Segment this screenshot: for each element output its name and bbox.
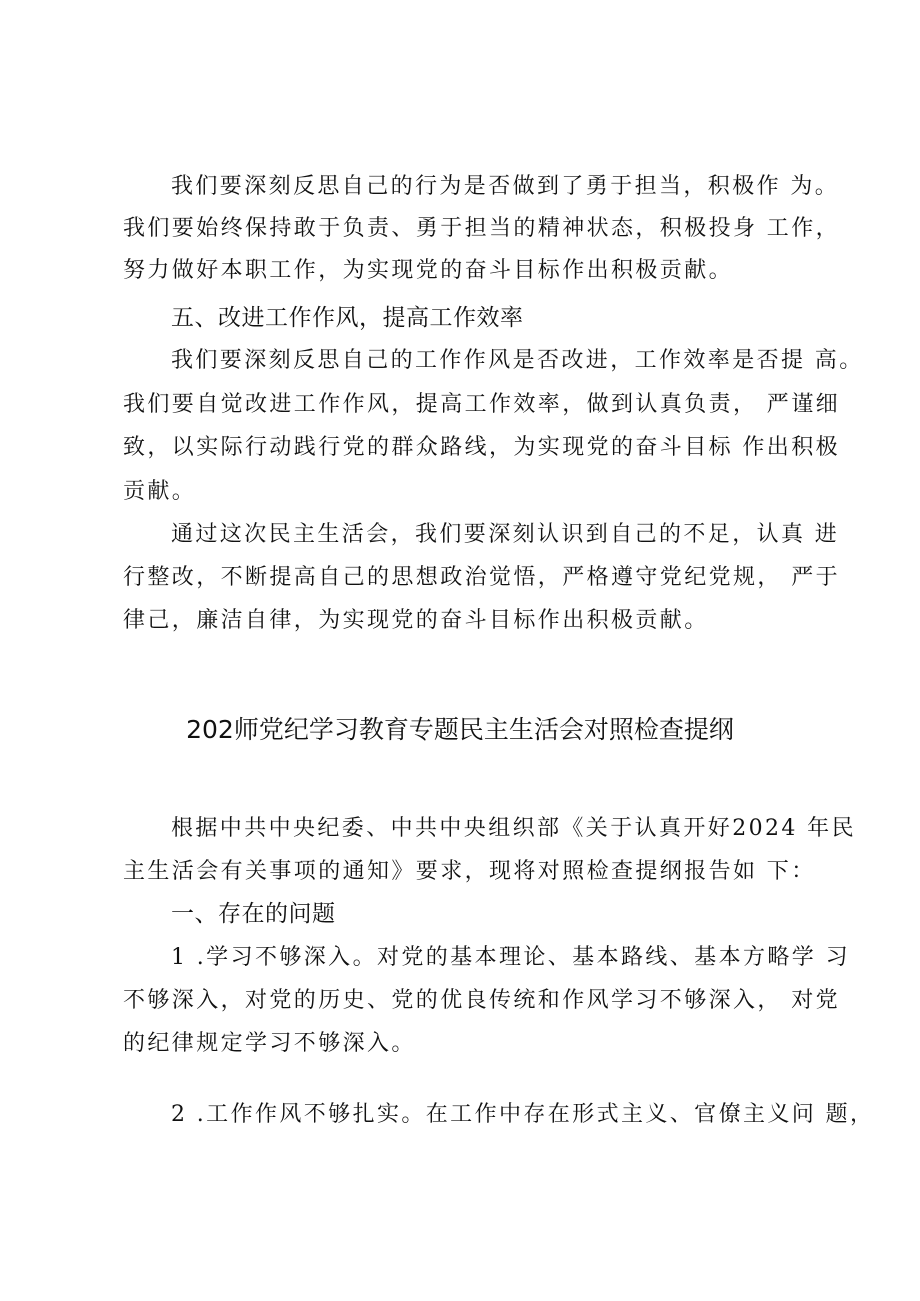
intro-line-1: 根据中共中央纪委、中共中央组织部《关于认真开好2024 年民	[171, 816, 856, 841]
problems-heading: 一、存在的问题	[171, 901, 336, 927]
section5-line-2: 我们要自觉改进工作作风，提高工作效率，做到认真负责， 严谨细	[123, 392, 840, 417]
section5-heading: 五、改进工作作风，提高工作效率	[171, 305, 524, 331]
conclusion-line-2: 行整改，不断提高自己的思想政治觉悟，严格遵守党纪党规， 严于	[123, 565, 840, 590]
item2-line-1: 2 .工作作风不够扎实。在工作中存在形式主义、官僚主义问 题，	[171, 1102, 875, 1127]
conclusion-line-3: 律己，廉洁自律，为实现党的奋斗目标作出积极贡献。	[123, 608, 709, 633]
section4-line-1: 我们要深刻反思自己的行为是否做到了勇于担当，积极作 为。	[171, 174, 840, 199]
item1-line-2: 不够深入，对党的历史、党的优良传统和作风学习不够深入， 对党	[123, 988, 840, 1013]
conclusion-line-1: 通过这次民主生活会，我们要深刻认识到自己的不足，认真 进	[171, 522, 840, 547]
section5-line-1: 我们要深刻反思自己的工作作风是否改进，工作效率是否提 高。	[171, 348, 864, 373]
section5-line-4: 贡献。	[123, 479, 197, 504]
section4-line-3: 努力做好本职工作，为实现党的奋斗目标作出积极贡献。	[123, 258, 734, 283]
intro-line-2: 主生活会有关事项的通知》要求，现将对照检查提纲报告如 下：	[123, 859, 816, 884]
document-title: 202师党纪学习教育专题民主生活会对照检查提纲	[186, 715, 734, 744]
item1-line-1: 1 .学习不够深入。对党的基本理论、基本路线、基本方略学 习	[171, 945, 850, 970]
section4-line-2: 我们要始终保持敢于负责、勇于担当的精神状态，积极投身 工作，	[123, 216, 840, 241]
item1-line-3: 的纪律规定学习不够深入。	[123, 1031, 416, 1056]
section5-line-3: 致，以实际行动践行党的群众路线，为实现党的奋斗目标 作出积极	[123, 435, 840, 460]
